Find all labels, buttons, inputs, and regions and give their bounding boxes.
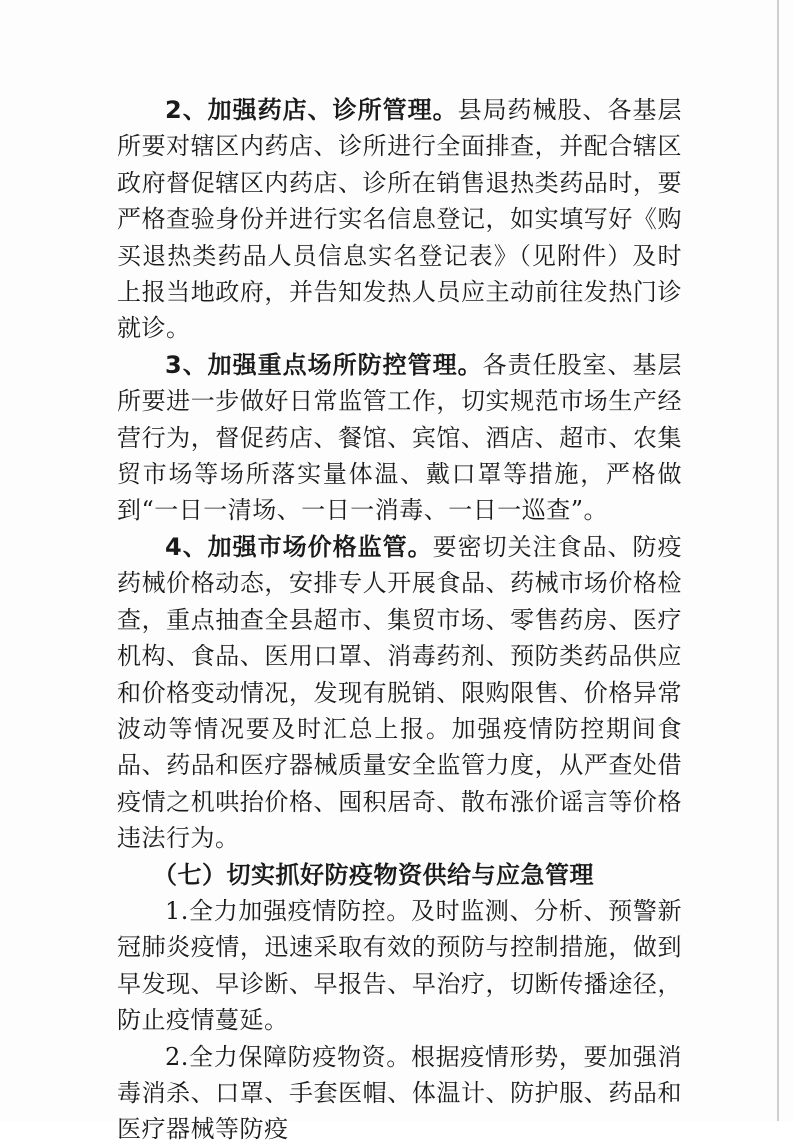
paragraph-key-venue-control xyxy=(117,347,682,529)
paragraph-body: 县局药械股、各基层所要对辖区内药店、诊所进行全面排查，并配合辖区政府督促辖区内药店、诊所在销售退热类药品时，要严格查验身份并进行实名信息登记，如实填写好《购买退热类药品人员信息实名登记表》（见附件）及时上报当地政府，并告知发热人员应主动前往发热门诊就诊。 xyxy=(117,96,682,343)
paragraph-lead: 4、加强市场价格监管。 xyxy=(165,532,433,561)
paragraph-lead: 2、加强药店、诊所管理。 xyxy=(165,96,458,124)
subparagraph-epidemic-control: 1.全力加强疫情防控。及时监测、分析、预警新冠肺炎疫情，迅速采取有效的预防与控制措施，做到早发现、早诊断、早报告、早治疗，切断传播途径，防止疫情蔓延。 xyxy=(117,896,682,1035)
paragraph-body: 各责任股室、基层所要进一步做好日常监管工作，切实规范市场生产经营行为，督促药店、餐馆、宾馆、酒店、超市、农集贸市场等场所落实量体温、戴口罩等措施，严格做到“一日一清场、一日一消毒、一日一巡查”。 xyxy=(117,350,683,525)
paragraph-body: 要密切关注食品、防疫药械价格动态，安排专人开展食品、药械市场价格检查，重点抽查全县超市、集贸市场、零售药房、医疗机构、食品、医用口罩、消毒药剂、预防类药品供应和价格变动情况，发现有脱销、限购限售、价格异常波动等情况要及时汇总上报。加强疫情防控期间食品、药品和医疗器械质量安全监管力度，从严查处借疫情之机哄抬价格、囤积居奇、散布涨价谣言等价格违法行为。 xyxy=(117,532,683,853)
paragraph-lead: 3、加强重点场所防控管理。 xyxy=(165,350,483,379)
scan-edge-line xyxy=(777,0,779,1121)
paragraph-price-supervision xyxy=(117,529,682,857)
document-body xyxy=(117,92,682,1148)
subparagraph-supplies-guarantee: 2.全力保障防疫物资。根据疫情形势，要加强消毒消杀、口罩、手套医帽、体温计、防护服、药品和医疗器械等防疫 xyxy=(117,1042,682,1144)
paragraph-pharmacy-clinic-management xyxy=(117,92,682,347)
section-heading: （七）切实抓好防疫物资供给与应急管理 xyxy=(153,860,594,889)
